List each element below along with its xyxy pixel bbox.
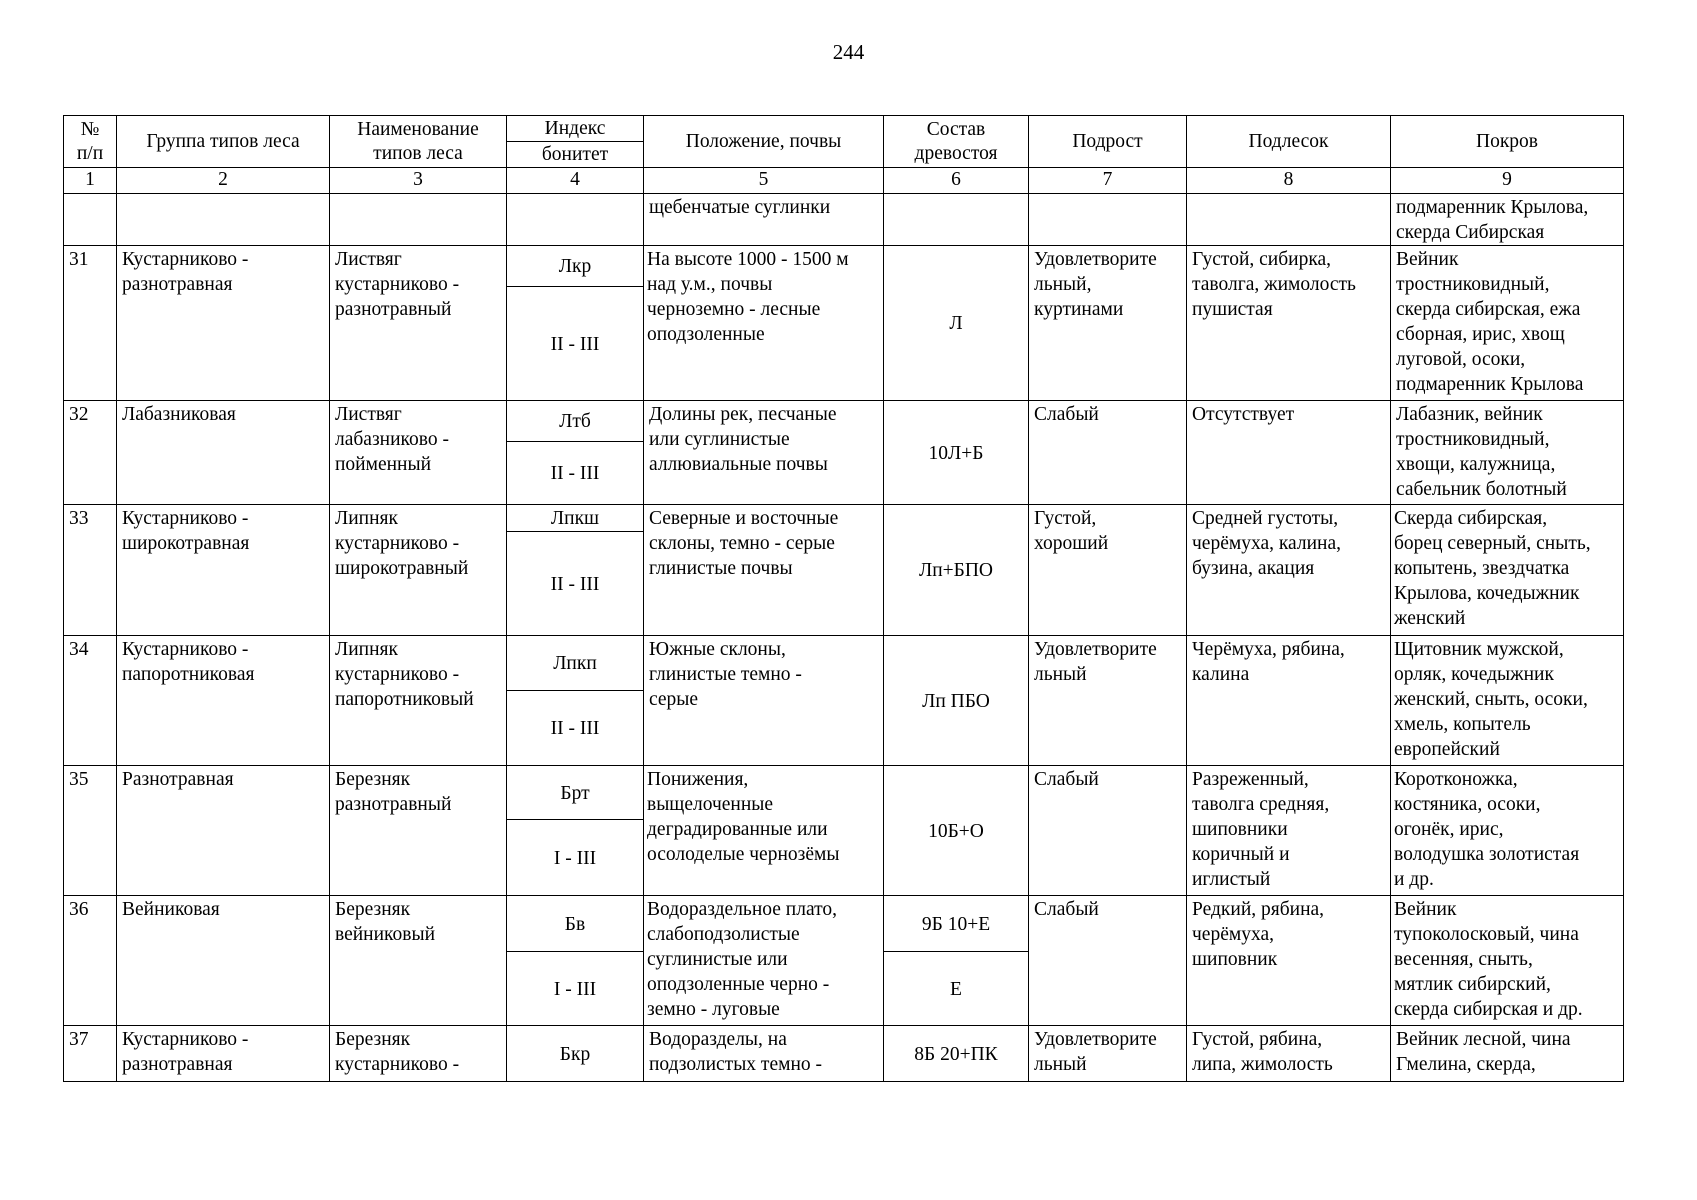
cell-composition: 10Б+О	[884, 766, 1029, 896]
table-row	[64, 896, 1624, 952]
cell-position: Южные склоны, глинистые темно - серые	[644, 636, 884, 766]
cell-bonitet: I - III	[507, 952, 644, 1026]
cell-cover: Вейник лесной, чина Гмелина, скерда,	[1391, 1026, 1624, 1082]
cell-cover: Коротконожка, костяника, осоки, огонёк, ирис, володушка золотистая и др.	[1391, 766, 1624, 896]
cell-cover: Щитовник мужской, орляк, кочедыжник женский, сныть, осоки, хмель, копытель европейский	[1391, 636, 1624, 766]
cell-position: Понижения, выщелоченные деградированные или осолоделые чернозёмы	[644, 766, 884, 896]
header-undergrowth: Подрост	[1029, 116, 1187, 168]
column-number: 1	[64, 168, 117, 194]
column-number: 7	[1029, 168, 1187, 194]
forest-types-table	[63, 115, 1624, 1082]
cell-composition: Лп ПБО	[884, 636, 1029, 766]
header-position: Положение, почвы	[644, 116, 884, 168]
cell-group	[117, 194, 330, 246]
cell-group: Лабазниковая	[117, 401, 330, 505]
cell-composition: 8Б 20+ПК	[884, 1026, 1029, 1082]
forest-types-table-wrap	[63, 115, 1624, 1082]
cell-cover: подмаренник Крылова, скерда Сибирская	[1391, 194, 1624, 246]
cell-cover: Лабазник, вейник тростниковидный, хвощи, калужница, сабельник болотный	[1391, 401, 1624, 505]
cell-name: Листвяг кустарниково - разнотравный	[330, 246, 507, 401]
cell-index: Лпкш	[507, 505, 644, 532]
table-row	[64, 246, 1624, 287]
header-underbrush: Подлесок	[1187, 116, 1391, 168]
cell-name: Липняк кустарниково - широкотравный	[330, 505, 507, 636]
cell-group: Вейниковая	[117, 896, 330, 1026]
cell-undergrowth: Слабый	[1029, 401, 1187, 505]
cell-num: 32	[64, 401, 117, 505]
header-bonitet: бонитет	[507, 142, 644, 168]
cell-num: 37	[64, 1026, 117, 1082]
cell-name: Березняк разнотравный	[330, 766, 507, 896]
table-row	[64, 1026, 1624, 1082]
cell-num: 36	[64, 896, 117, 1026]
cell-index	[507, 194, 644, 246]
cell-name	[330, 194, 507, 246]
cell-bonitet: II - III	[507, 691, 644, 766]
cell-position: Долины рек, песчаные или суглинистые аллювиальные почвы	[644, 401, 884, 505]
column-numbers-row	[64, 168, 1624, 194]
cell-group: Разнотравная	[117, 766, 330, 896]
cell-cover: Вейник тупоколосковый, чина весенняя, сныть, мятлик сибирский, скерда сибирская и др.	[1391, 896, 1624, 1026]
cell-underbrush: Редкий, рябина, черёмуха, шиповник	[1187, 896, 1391, 1026]
column-number: 2	[117, 168, 330, 194]
cell-composition	[884, 194, 1029, 246]
column-number: 8	[1187, 168, 1391, 194]
cell-num	[64, 194, 117, 246]
header-group: Группа типов леса	[117, 116, 330, 168]
cell-name: Березняк кустарниково -	[330, 1026, 507, 1082]
cell-group: Кустарниково - широкотравная	[117, 505, 330, 636]
cell-num: 35	[64, 766, 117, 896]
cell-undergrowth	[1029, 194, 1187, 246]
header-cover: Покров	[1391, 116, 1624, 168]
cell-group: Кустарниково - разнотравная	[117, 246, 330, 401]
cell-composition: Л	[884, 246, 1029, 401]
table-row	[64, 401, 1624, 442]
cell-underbrush: Разреженный, таволга средняя, шиповники коричный и иглистый	[1187, 766, 1391, 896]
cell-position: щебенчатые суглинки	[644, 194, 884, 246]
cell-undergrowth: Удовлетворите льный	[1029, 1026, 1187, 1082]
header-index: Индекс	[507, 116, 644, 142]
cell-bonitet: II - III	[507, 442, 644, 505]
cell-name: Листвяг лабазниково - пойменный	[330, 401, 507, 505]
column-number: 5	[644, 168, 884, 194]
cell-undergrowth: Удовлетворите льный, куртинами	[1029, 246, 1187, 401]
cell-composition: Лп+БПО	[884, 505, 1029, 636]
column-number: 4	[507, 168, 644, 194]
cell-name: Березняк вейниковый	[330, 896, 507, 1026]
cell-position: Водоразделы, на подзолистых темно -	[644, 1026, 884, 1082]
cell-num: 33	[64, 505, 117, 636]
cell-position: Водораздельное плато, слабоподзолистые суглинистые или оподзоленные черно - земно - луговые	[644, 896, 884, 1026]
cell-undergrowth: Густой, хороший	[1029, 505, 1187, 636]
cell-underbrush: Черёмуха, рябина, калина	[1187, 636, 1391, 766]
cell-underbrush: Отсутствует	[1187, 401, 1391, 505]
table-row	[64, 766, 1624, 820]
table-row	[64, 505, 1624, 532]
header-row	[64, 116, 1624, 142]
cell-underbrush: Густой, рябина, липа, жимолость	[1187, 1026, 1391, 1082]
table-row	[64, 194, 1624, 246]
cell-index: Бкр	[507, 1026, 644, 1082]
cell-undergrowth: Удовлетворите льный	[1029, 636, 1187, 766]
column-number: 3	[330, 168, 507, 194]
cell-bonitet: II - III	[507, 287, 644, 401]
cell-index: Лкр	[507, 246, 644, 287]
page-number: 244	[832, 40, 865, 64]
table-row	[64, 636, 1624, 691]
cell-num: 34	[64, 636, 117, 766]
cell-index: Лпкп	[507, 636, 644, 691]
cell-composition: 9Б 10+Е	[884, 896, 1029, 952]
header-composition: Состав древостоя	[884, 116, 1029, 168]
column-number: 6	[884, 168, 1029, 194]
cell-composition: 10Л+Б	[884, 401, 1029, 505]
column-number: 9	[1391, 168, 1624, 194]
cell-group: Кустарниково - разнотравная	[117, 1026, 330, 1082]
cell-underbrush: Густой, сибирка, таволга, жимолость пушистая	[1187, 246, 1391, 401]
cell-underbrush: Средней густоты, черёмуха, калина, бузина, акация	[1187, 505, 1391, 636]
cell-cover: Скерда сибирская, борец северный, сныть, копытень, звездчатка Крылова, кочедыжник женский	[1391, 505, 1624, 636]
cell-position: На высоте 1000 - 1500 м над у.м., почвы черноземно - лесные оподзоленные	[644, 246, 884, 401]
cell-index: Лтб	[507, 401, 644, 442]
cell-underbrush	[1187, 194, 1391, 246]
cell-cover: Вейник тростниковидный, скерда сибирская, ежа сборная, ирис, хвощ луговой, осоки, подмаренник Крылова	[1391, 246, 1624, 401]
cell-undergrowth: Слабый	[1029, 896, 1187, 1026]
cell-num: 31	[64, 246, 117, 401]
cell-index: Брт	[507, 766, 644, 820]
cell-undergrowth: Слабый	[1029, 766, 1187, 896]
cell-composition-secondary: Е	[884, 952, 1029, 1026]
cell-position: Северные и восточные склоны, темно - серые глинистые почвы	[644, 505, 884, 636]
header-num: № п/п	[64, 116, 117, 168]
cell-name: Липняк кустарниково - папоротниковый	[330, 636, 507, 766]
cell-group: Кустарниково - папоротниковая	[117, 636, 330, 766]
header-name: Наименование типов леса	[330, 116, 507, 168]
cell-bonitet: II - III	[507, 532, 644, 636]
cell-index: Бв	[507, 896, 644, 952]
cell-bonitet: I - III	[507, 820, 644, 896]
